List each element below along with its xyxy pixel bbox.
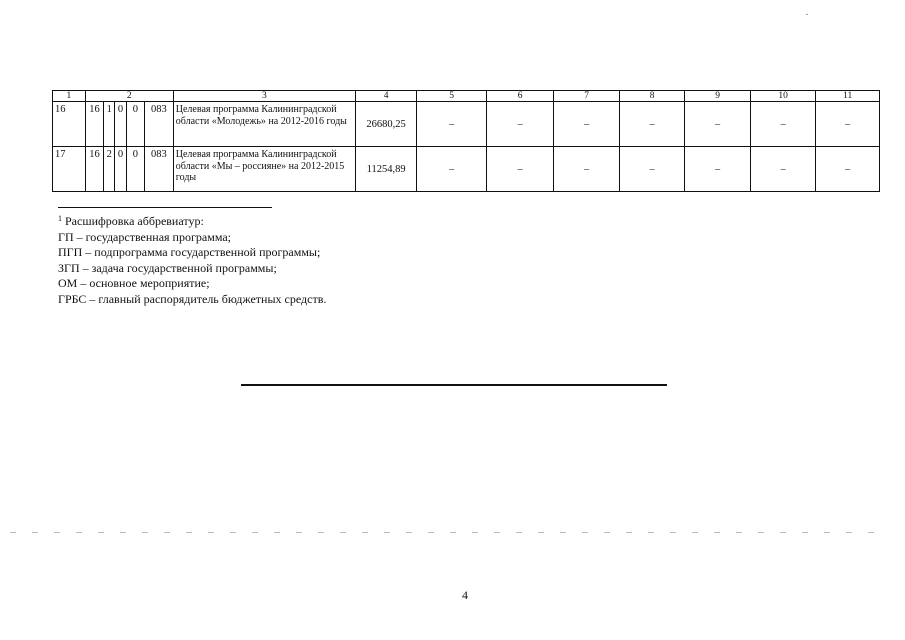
amount-cell: 11254,89: [355, 147, 416, 192]
header-cell: 5: [417, 91, 487, 102]
abbreviation-item: ГП – государственная программа;: [58, 229, 231, 244]
footnote-title: [58, 211, 326, 230]
row-number: 17: [53, 147, 86, 192]
header-cell: 11: [816, 91, 880, 102]
header-cell: 8: [619, 91, 684, 102]
code-cell: 083: [145, 102, 174, 147]
empty-value-cell: –: [750, 102, 815, 147]
empty-value-cell: –: [486, 102, 554, 147]
code-cell: 1: [104, 102, 115, 147]
empty-value-cell: –: [619, 147, 684, 192]
code-cell: 16: [85, 102, 103, 147]
empty-value-cell: –: [685, 147, 750, 192]
document-end-rule: [241, 384, 667, 386]
code-cell: 0: [115, 147, 126, 192]
code-cell: 2: [104, 147, 115, 192]
program-description: Целевая программа Калининградской области «Мы – россияне» на 2012-2015 годы: [173, 147, 355, 192]
abbreviation-item: ОМ – основное мероприятие;: [58, 276, 210, 290]
empty-value-cell: –: [619, 102, 684, 147]
empty-value-cell: –: [554, 147, 619, 192]
header-cell: 9: [685, 91, 750, 102]
footnote-title-text: Расшифровка аббревиатур:: [65, 214, 204, 228]
abbreviation-item: ПГП – подпрограмма государственной программы;: [58, 245, 321, 259]
footnote-marker: 1: [58, 214, 62, 223]
header-cell: 3: [173, 91, 355, 102]
empty-value-cell: –: [685, 102, 750, 147]
footnote-separator: [58, 207, 272, 208]
empty-value-cell: –: [816, 147, 880, 192]
scan-speck: [806, 14, 808, 15]
header-cell: 7: [554, 91, 619, 102]
scan-artifact-line: [10, 532, 890, 533]
code-cell: 0: [126, 102, 144, 147]
page-number: 4: [462, 588, 468, 602]
header-cell: 4: [355, 91, 416, 102]
empty-value-cell: –: [816, 102, 880, 147]
table-row: [53, 102, 880, 147]
header-cell: 6: [486, 91, 554, 102]
program-description: Целевая программа Калининградской области «Молодежь» на 2012-2016 годы: [173, 102, 355, 147]
empty-value-cell: –: [417, 147, 487, 192]
table-header-row: [53, 91, 880, 102]
footnote-block: [58, 211, 326, 307]
header-cell: 2: [85, 91, 173, 102]
code-cell: 083: [145, 147, 174, 192]
row-number: 16: [53, 102, 86, 147]
code-cell: 0: [115, 102, 126, 147]
amount-cell: 26680,25: [355, 102, 416, 147]
code-cell: 16: [85, 147, 103, 192]
abbreviation-item: ГРБС – главный распорядитель бюджетных средств.: [58, 291, 327, 306]
code-cell: 0: [126, 147, 144, 192]
header-cell: 1: [53, 91, 86, 102]
empty-value-cell: –: [554, 102, 619, 147]
table-row: [53, 147, 880, 192]
empty-value-cell: –: [417, 102, 487, 147]
empty-value-cell: –: [750, 147, 815, 192]
empty-value-cell: –: [486, 147, 554, 192]
header-cell: 10: [750, 91, 815, 102]
abbreviation-item: ЗГП – задача государственной программы;: [58, 260, 277, 275]
budget-table: [52, 90, 880, 192]
